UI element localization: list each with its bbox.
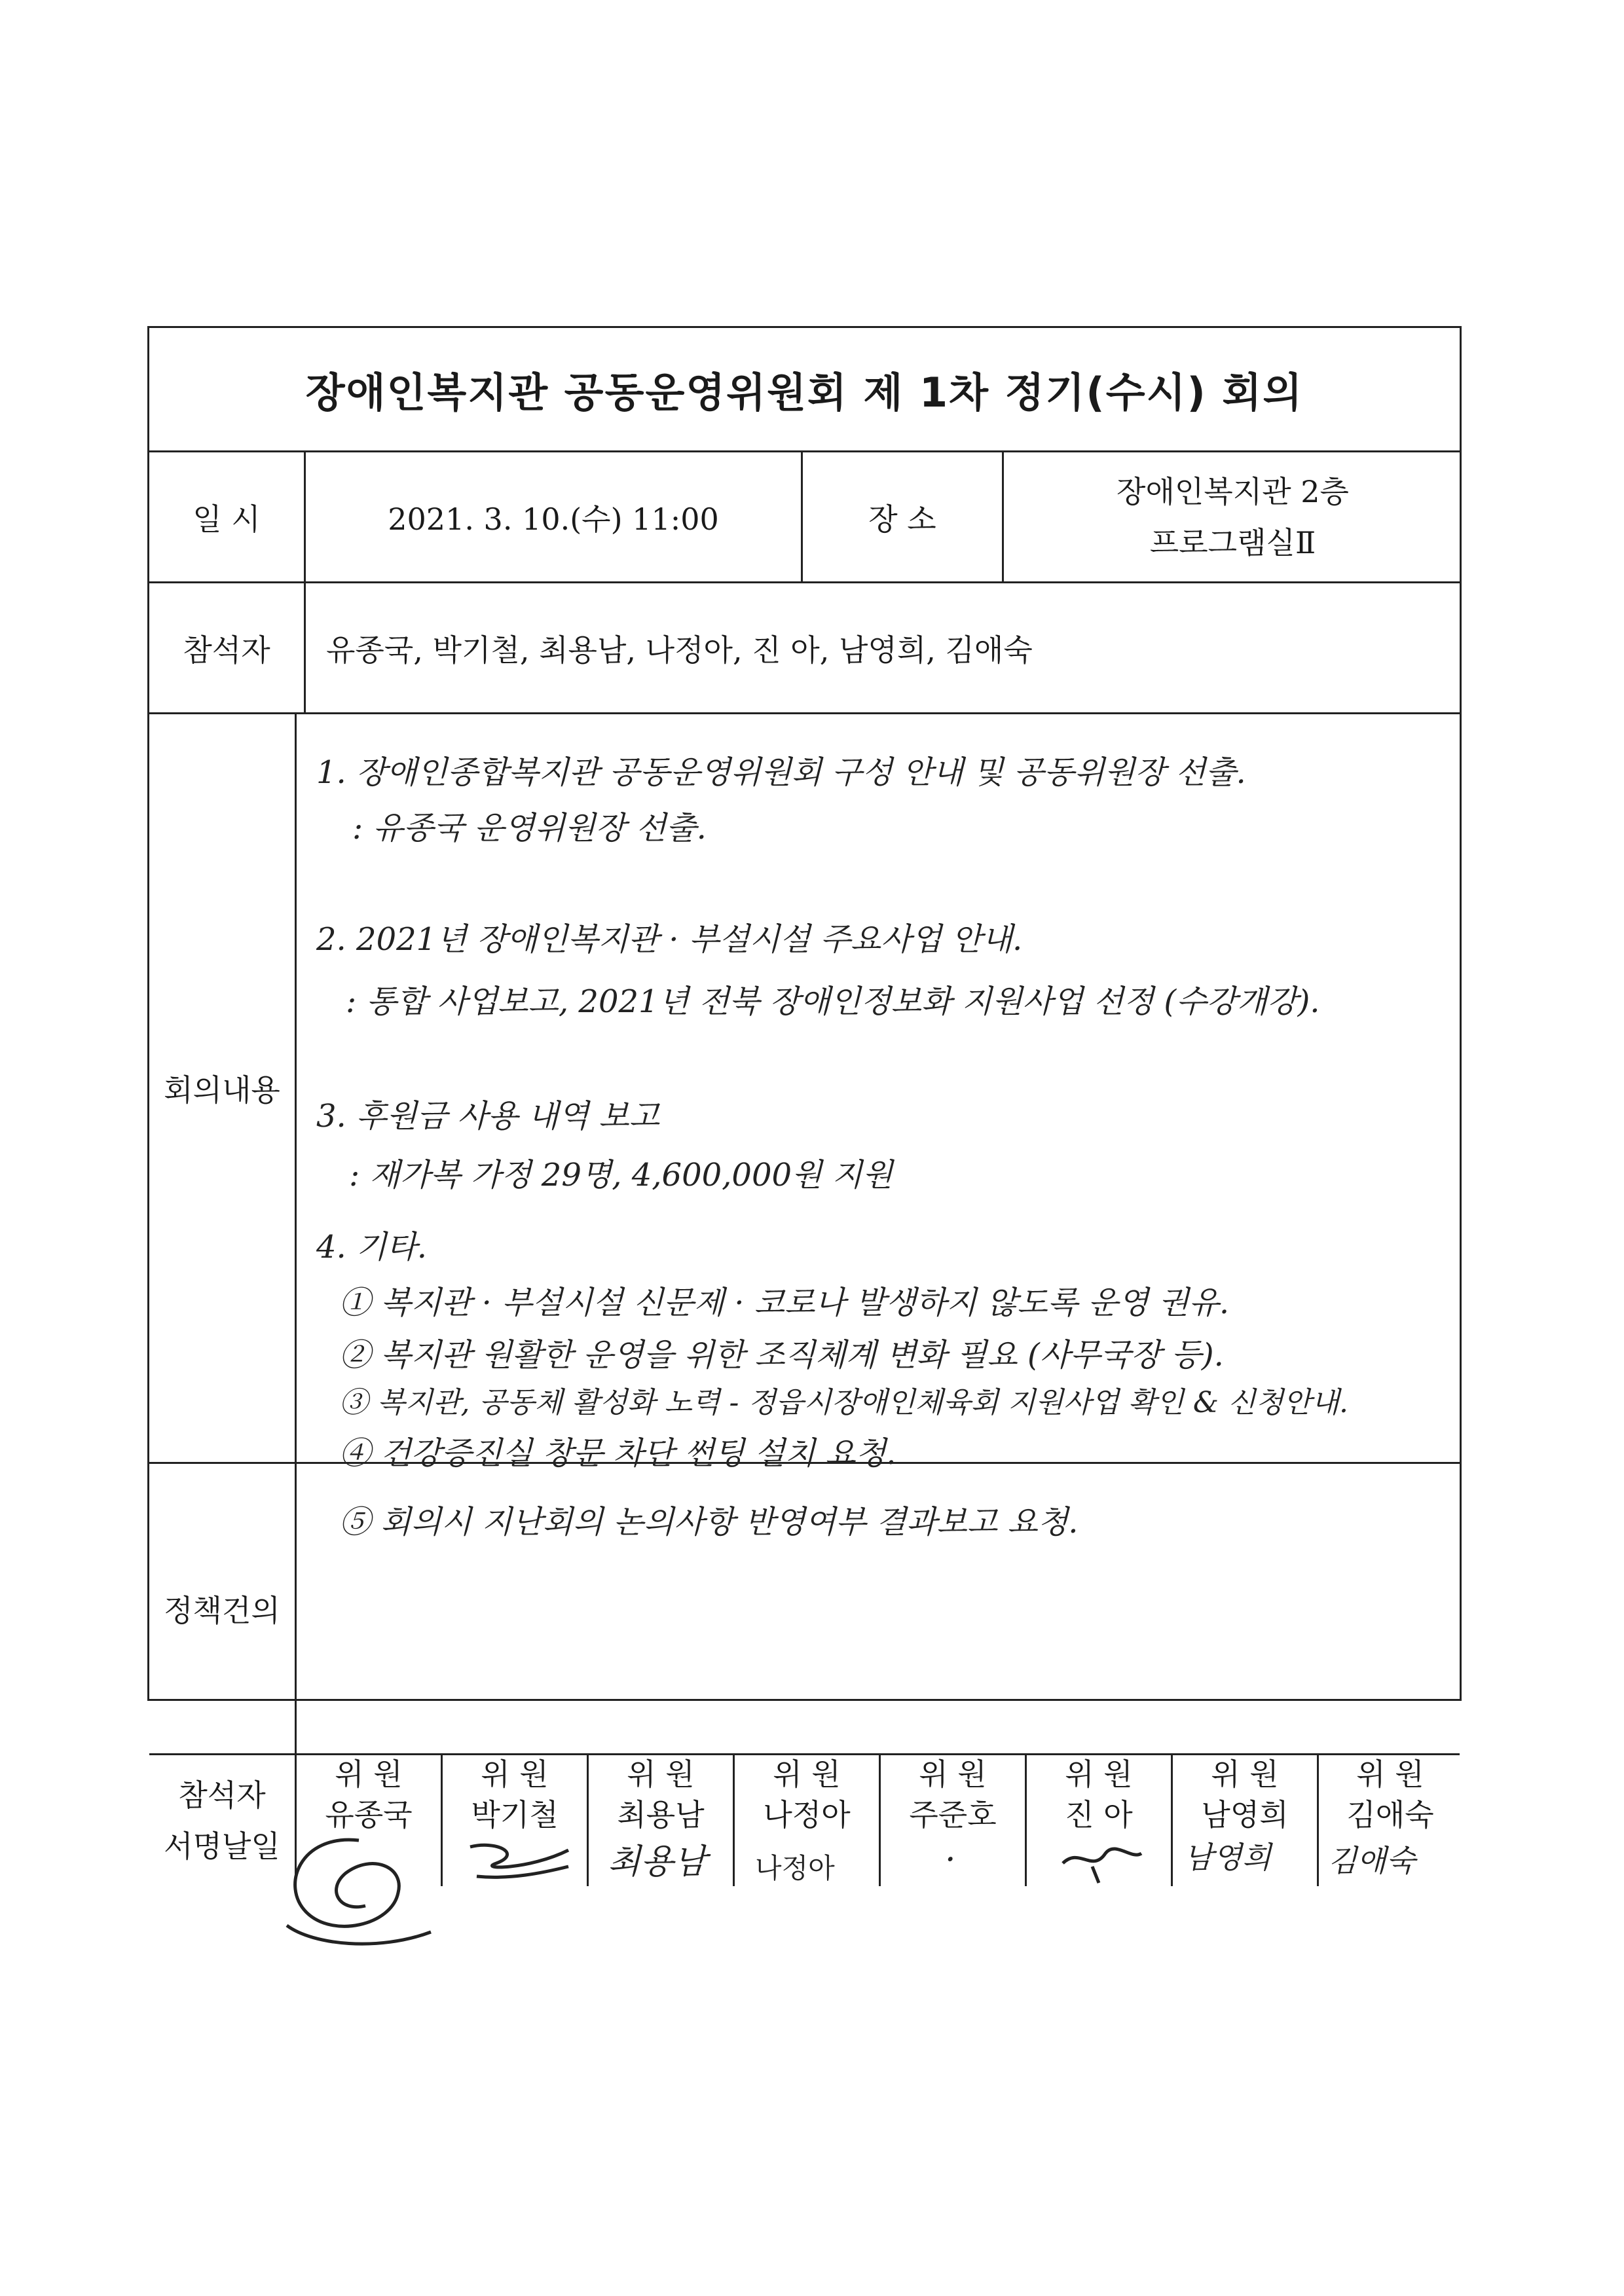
handwritten-line: : 통합 사업보고, 2021년 전북 장애인정보화 지원사업 선정 (수강개강). [346,983,1320,1020]
member-name: 유종국 [325,1797,413,1832]
member-cell [881,1755,1025,1834]
member-name: 박기철 [471,1797,559,1832]
signature-row [149,1755,1460,1886]
member-name: 김애숙 [1346,1797,1434,1832]
member-role: 위 원 [919,1757,987,1792]
member-role: 위 원 [1356,1757,1424,1792]
attendees-row [149,583,1460,714]
handwritten-line: : 재가복 가정 29명, 4,600,000원 지원 [349,1157,893,1194]
page-title: 장애인복지관 공동운영위원회 제 1차 정기(수시) 회의 [305,369,1304,416]
attendees-label: 참석자 [183,632,270,668]
member-name: 진 아 [1065,1797,1133,1832]
handwritten-line: ② 복지관 원활한 운영을 위한 조직체계 변화 필요 (사무국장 등). [339,1337,1224,1374]
content-label: 회의내용 [164,1072,280,1108]
handwritten-line: 1. 장애인종합복지관 공동운영위원회 구성 안내 및 공동위원장 선출. [316,754,1246,791]
member-role: 위 원 [773,1757,841,1792]
handwritten-line: ④ 건강증진실 창문 차단 썬팅 설치 요청. [339,1435,896,1472]
place-value-line2: 프로그램실Ⅱ [1149,524,1316,560]
policy-row [149,1464,1460,1755]
signature-mark-3: 최용남 [608,1842,707,1882]
place-value [1004,452,1462,581]
handwritten-line: ① 복지관 · 부설시설 신문제 · 코로나 발생하지 않도록 운영 권유. [339,1285,1230,1321]
signature-mark-8: 김애숙 [1328,1843,1416,1878]
date-label: 일 시 [193,501,261,537]
date-place-row [149,452,1460,583]
handwritten-line: ⑤ 회의시 지난회의 논의사항 반영여부 결과보고 요청. [339,1504,1079,1540]
member-role: 위 원 [335,1757,403,1792]
attendees-value: 유종국, 박기철, 최용남, 나정아, 진 아, 남영희, 김애숙 [326,632,1033,668]
signature-mark-5: · [945,1840,956,1880]
handwritten-line: 3. 후원금 사용 내역 보고 [316,1098,660,1135]
policy-label: 정책건의 [164,1593,280,1628]
member-role: 위 원 [481,1757,549,1792]
signature-label-line1: 참석자 [178,1777,266,1813]
handwritten-line: ③ 복지관, 공동체 활성화 노력 - 정읍시장애인체육회 지원사업 확인 & 신청안내. [339,1386,1348,1419]
title-row [149,328,1460,452]
signature-mark-1 [261,1814,457,1958]
member-cell [1319,1755,1462,1834]
member-role: 위 원 [1065,1757,1133,1792]
member-cell [735,1755,879,1834]
signature-mark-6 [1053,1834,1151,1886]
signature-mark-4: 나정아 [755,1852,835,1884]
content-row [149,714,1460,1472]
member-role: 위 원 [627,1757,695,1792]
member-cell [1027,1755,1171,1834]
handwritten-line: : 유종국 운영위원장 선출. [352,810,707,847]
signature-mark-2 [457,1834,581,1886]
member-name: 최용남 [617,1797,705,1832]
member-role: 위 원 [1211,1757,1279,1792]
member-name: 남영희 [1201,1797,1289,1832]
place-label: 장 소 [868,501,936,537]
date-value: 2021. 3. 10.(수) 11:00 [388,501,719,537]
handwritten-line: 4. 기타. [316,1229,428,1266]
member-cell [443,1755,587,1834]
member-cell [589,1755,733,1834]
member-name: 주준호 [909,1797,997,1832]
place-value-line1: 장애인복지관 2층 [1116,473,1349,509]
signature-label-line2: 서명날일 [164,1829,280,1864]
handwritten-line: 2. 2021년 장애인복지관 · 부설시설 주요사업 안내. [316,921,1023,958]
member-cell [1173,1755,1317,1834]
minutes-table [147,326,1462,1884]
signature-mark-7: 남영희 [1184,1840,1272,1875]
member-name: 나정아 [763,1797,851,1832]
